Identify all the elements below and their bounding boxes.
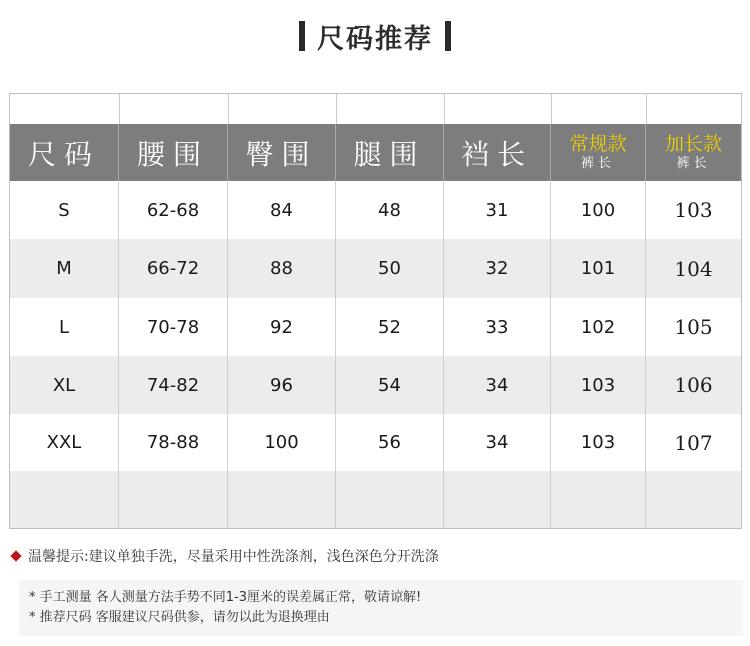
cell-thigh: 52 <box>336 298 444 356</box>
table-header-row <box>10 124 741 181</box>
cell-regular-length: 103 <box>551 414 646 471</box>
header-rise: 裆长 <box>444 124 551 181</box>
cell-rise: 32 <box>444 239 551 298</box>
grid-divider <box>444 94 445 124</box>
cell-rise: 34 <box>444 414 551 471</box>
grid-divider <box>646 94 647 124</box>
grid-divider <box>228 94 229 124</box>
table-row <box>10 414 741 471</box>
empty-cell <box>119 471 228 529</box>
header-size: 尺码 <box>10 124 119 181</box>
title-bar-right <box>445 21 451 51</box>
cell-waist: 66-72 <box>119 239 228 298</box>
header-regular-length <box>551 124 646 181</box>
cell-waist: 62-68 <box>119 181 228 239</box>
empty-cell <box>10 471 119 529</box>
header-hip: 臀围 <box>228 124 336 181</box>
cell-waist: 78-88 <box>119 414 228 471</box>
washing-tip <box>12 546 439 566</box>
grid-divider <box>551 94 552 124</box>
cell-regular-length: 103 <box>551 356 646 414</box>
cell-hip: 100 <box>228 414 336 471</box>
grid-divider <box>336 94 337 124</box>
header-thigh: 腿围 <box>336 124 444 181</box>
empty-cell <box>444 471 551 529</box>
cell-rise: 34 <box>444 356 551 414</box>
header-long-length <box>646 124 741 181</box>
cell-thigh: 48 <box>336 181 444 239</box>
header-regular-sub: 裤长 <box>580 155 615 171</box>
washing-tip-text: 温馨提示:建议单独手洗，尽量采用中性洗涤剂，浅色深色分开洗涤 <box>28 549 439 565</box>
header-regular-title: 常规款 <box>569 132 627 155</box>
header-long-title: 加长款 <box>664 132 722 155</box>
cell-long-length: 104 <box>674 256 713 281</box>
cell-hip: 96 <box>228 356 336 414</box>
cell-long-length: 103 <box>674 198 713 222</box>
cell-thigh: 56 <box>336 414 444 471</box>
cell-thigh: 50 <box>336 239 444 298</box>
cell-size: XL <box>10 356 119 414</box>
cell-size: S <box>10 181 119 239</box>
header-long-sub: 裤长 <box>676 155 711 171</box>
title-text: 尺码推荐 <box>317 23 433 55</box>
table-row <box>10 356 741 414</box>
cell-hip: 92 <box>228 298 336 356</box>
title-bar-left <box>299 21 305 51</box>
empty-cell <box>336 471 444 529</box>
cell-hip: 88 <box>228 239 336 298</box>
note-measurement: * 手工测量 各人测量方法手势不同1-3厘米的误差属正常，敬请谅解! <box>29 590 422 605</box>
empty-cell <box>646 471 741 529</box>
grid-divider <box>119 94 120 124</box>
table-row <box>10 181 741 239</box>
table-row <box>10 298 741 356</box>
notes-box <box>19 580 743 636</box>
cell-size: M <box>10 239 119 298</box>
cell-size: XXL <box>10 414 119 471</box>
cell-rise: 31 <box>444 181 551 239</box>
cell-rise: 33 <box>444 298 551 356</box>
cell-size: L <box>10 298 119 356</box>
header-waist: 腰围 <box>119 124 228 181</box>
table-row <box>10 239 741 298</box>
cell-long-length: 105 <box>674 315 713 339</box>
diamond-bullet-icon <box>10 550 21 561</box>
cell-long-length: 107 <box>674 430 713 455</box>
cell-waist: 70-78 <box>119 298 228 356</box>
cell-regular-length: 100 <box>551 181 646 239</box>
empty-cell <box>228 471 336 529</box>
size-table <box>9 93 742 529</box>
cell-regular-length: 102 <box>551 298 646 356</box>
table-empty-row <box>10 471 741 529</box>
empty-cell <box>551 471 646 529</box>
cell-hip: 84 <box>228 181 336 239</box>
cell-thigh: 54 <box>336 356 444 414</box>
page-title <box>0 14 750 58</box>
note-recommendation: * 推荐尺码 客服建议尺码供参，请勿以此为退换理由 <box>29 610 330 625</box>
cell-regular-length: 101 <box>551 239 646 298</box>
cell-long-length: 106 <box>674 373 713 397</box>
cell-waist: 74-82 <box>119 356 228 414</box>
